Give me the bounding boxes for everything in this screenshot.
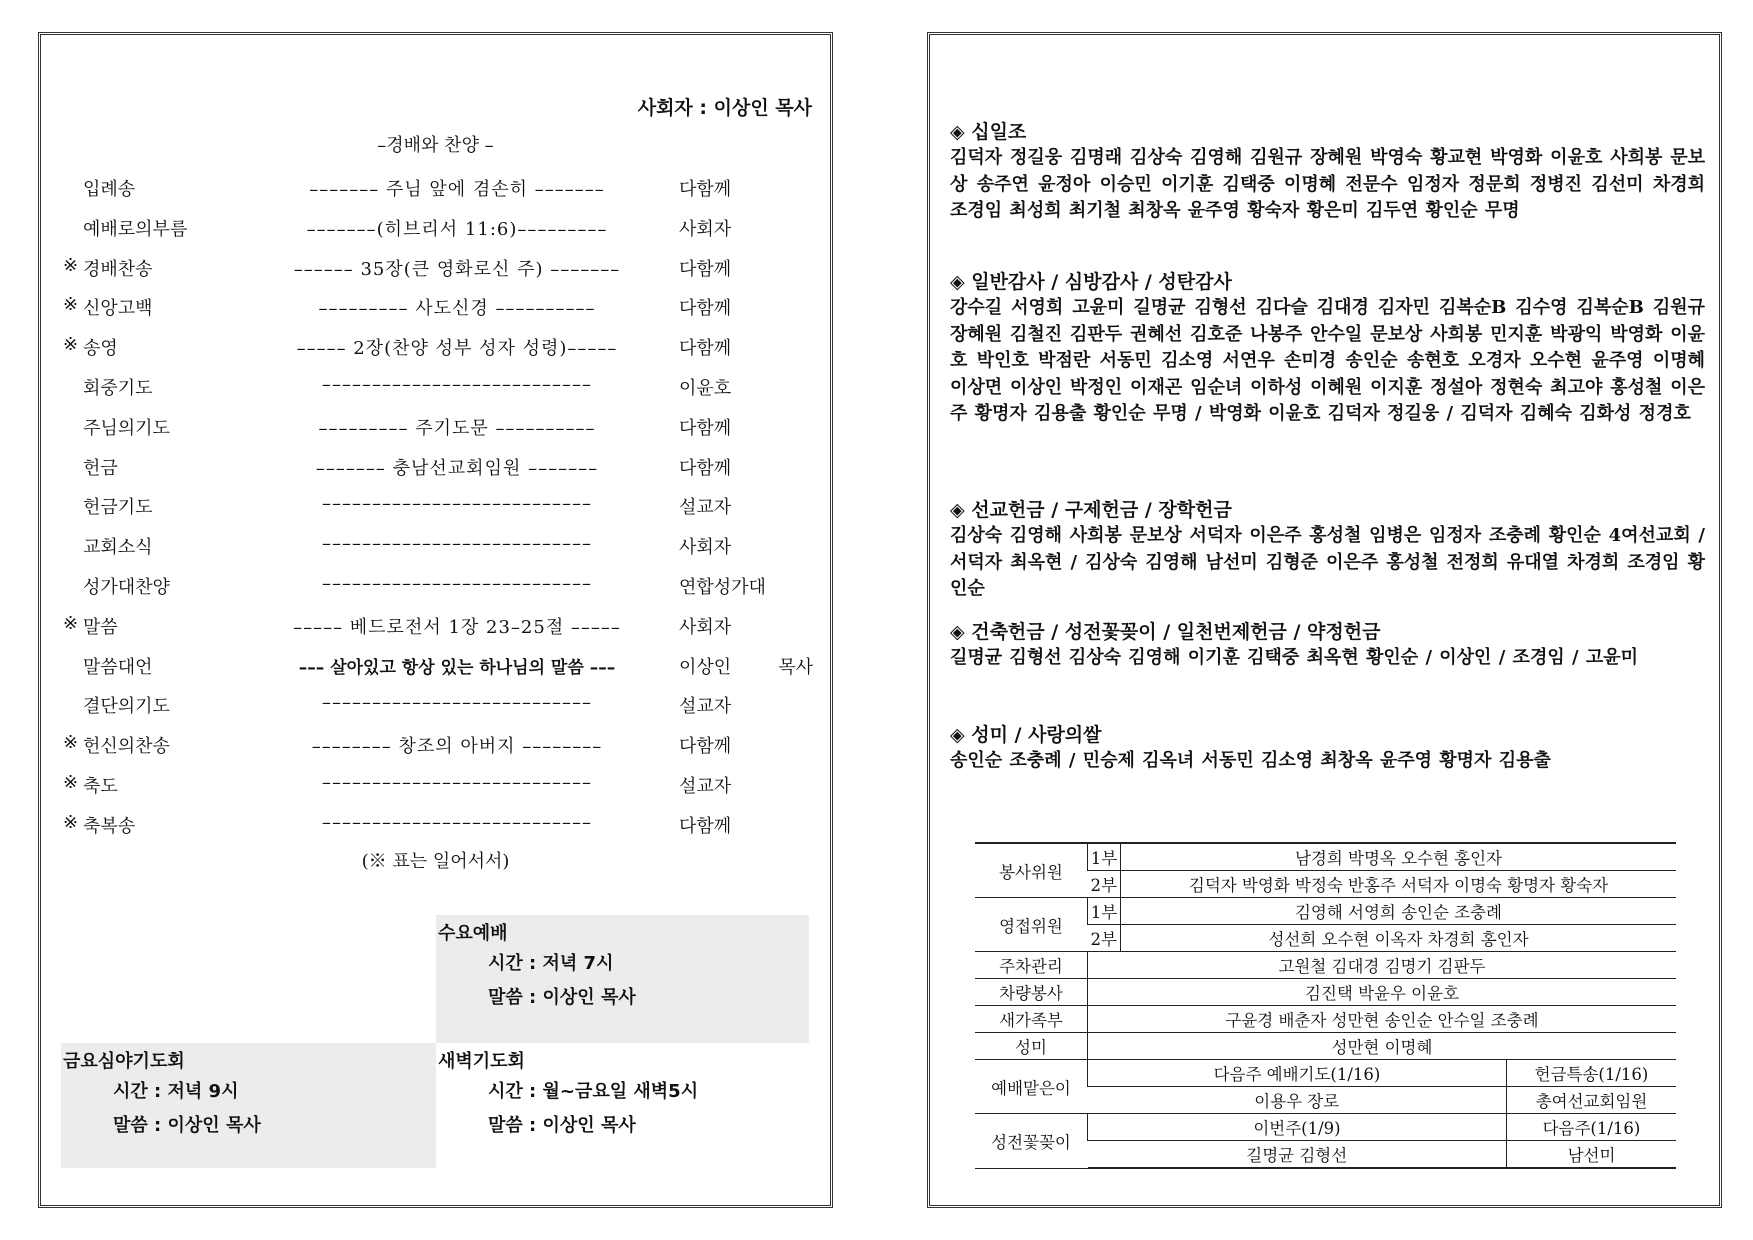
order-leader: 다함께 — [679, 736, 732, 758]
order-leader: 사회자 — [679, 537, 732, 559]
row-value: 고원철 김대경 김명기 김판두 — [1088, 952, 1677, 979]
row-label: 봉사위원 — [975, 843, 1088, 898]
order-leader: 다함께 — [679, 417, 732, 439]
row-value: 김덕자 박영화 박정숙 반홍주 서덕자 이명숙 황명자 황숙자 — [1121, 871, 1677, 898]
order-name: 예배로의부름 — [83, 218, 188, 240]
offering-names: 강수길 서영희 고윤미 길명균 김형선 김다슬 김대경 김자민 김복순B 김수영 김복순B 김원규 장혜원 김철진 김판두 권혜선 김호준 나봉주 안수일 문보상 사희봉 민지훈 박광익 박영화 이윤호 박인호 박점란 서동민 김소영 서연우 손미경 송인순 송현호 오경자 오수현 윤주영 이명혜 이상면 이상인 박정인 이재곤 임순녀 이하성 이혜원 이지훈 정설아 정현숙 최고야 홍성철 이은주 황명자 김용출 황인순 무명 / 박영화 이윤호 김덕자 정길웅 / 김덕자 김혜숙 김화성 정경호 — [950, 297, 1705, 424]
order-mark: ※ — [63, 254, 79, 276]
wednesday-service-box — [436, 915, 809, 1045]
order-row — [63, 804, 813, 844]
order-leader: 다함께 — [679, 338, 732, 360]
table-row — [975, 979, 1676, 1006]
offering-title: ◈ 선교헌금 / 구제헌금 / 장학헌금 — [950, 499, 1232, 521]
table-row — [975, 898, 1676, 925]
worship-order-list — [63, 167, 813, 844]
table-row — [975, 1006, 1676, 1033]
order-content: ––––– 베드로전서 1장 23–25절 ––––– — [293, 616, 621, 638]
order-content: ––––––– 충남선교회임원 ––––––– — [315, 457, 599, 479]
row-value: 김진택 박윤우 이윤호 — [1088, 979, 1677, 1006]
order-content: ––––––––––––––––––––––––––– — [322, 771, 592, 793]
row-label: 영접위원 — [975, 898, 1088, 952]
order-name: 말씀 — [83, 616, 118, 638]
service-roster-table — [975, 842, 1676, 1169]
table-row — [975, 1060, 1676, 1087]
order-mark: ※ — [63, 334, 79, 356]
row-label: 예배맡은이 — [975, 1060, 1088, 1114]
column-header: 헌금특송(1/16) — [1506, 1060, 1676, 1087]
order-mark: ※ — [63, 811, 79, 833]
part-label: 2부 — [1088, 871, 1121, 898]
order-content: ––––––––– 사도신경 –––––––––– — [318, 298, 596, 320]
row-value: 성선희 오수현 이옥자 차경희 홍인자 — [1121, 925, 1677, 952]
order-row — [63, 446, 813, 486]
row-value: 김영해 서영희 송인순 조충례 — [1121, 898, 1677, 925]
dawn-prayer-box — [436, 1043, 809, 1161]
order-row — [63, 645, 813, 685]
friday-prayer-box — [61, 1043, 436, 1168]
offering-names: 김덕자 정길웅 김명래 김상숙 김영해 김원규 장혜원 박영숙 황교현 박영화 이윤호 사희봉 문보상 송주연 윤정아 이승민 이기훈 김택중 이명혜 전문수 임정자 정문희 정병진 김선미 차경희 조경임 최성희 최기철 최창옥 윤주영 황숙자 황은미 김두연 황인순 무명 — [950, 147, 1705, 221]
offering-names: 송인순 조충례 / 민승제 김옥녀 서동민 김소영 최창옥 윤주영 황명자 김용출 — [950, 750, 1551, 771]
order-row — [63, 207, 813, 247]
offering-rice — [950, 723, 1705, 775]
order-content: –––––––(히브리서 11:6)––––––––– — [306, 218, 608, 240]
order-mark: ※ — [63, 294, 79, 316]
order-row — [63, 485, 813, 525]
order-mark: ※ — [63, 732, 79, 754]
order-name: 입례송 — [83, 179, 136, 200]
wednesday-title: 수요예배 — [438, 923, 508, 944]
friday-time: 시간 : 저녁 9시 — [113, 1081, 239, 1102]
order-row — [63, 326, 813, 366]
order-name: 주님의기도 — [83, 417, 170, 439]
worship-order-panel — [38, 32, 833, 1208]
order-row — [63, 565, 813, 605]
order-name: 결단의기도 — [83, 696, 170, 718]
order-content: ––––––––––––––––––––––––––– — [322, 373, 592, 395]
row-value: 길명균 김형선 — [1088, 1141, 1507, 1169]
order-content: –––––– 35장(큰 영화로신 주) ––––––– — [293, 258, 621, 280]
order-leader: 다함께 — [679, 179, 732, 200]
row-value: 이용우 장로 — [1088, 1087, 1507, 1114]
order-row — [63, 724, 813, 764]
order-content: ––– 살아있고 항상 있는 하나님의 말씀 ––– — [298, 657, 616, 678]
order-row — [63, 247, 813, 287]
order-row — [63, 286, 813, 326]
dawn-time: 시간 : 월~금요일 새벽5시 — [488, 1081, 699, 1102]
section-title: –경배와 찬양 – — [377, 135, 494, 156]
order-leader: 다함께 — [679, 298, 732, 320]
column-header: 다음주 예배기도(1/16) — [1088, 1060, 1507, 1087]
offering-title: ◈ 일반감사 / 심방감사 / 성탄감사 — [950, 271, 1232, 293]
part-label: 1부 — [1088, 843, 1121, 871]
order-name: 경배찬송 — [83, 258, 153, 280]
order-leader: 사회자 — [679, 616, 732, 638]
table-row — [975, 1033, 1676, 1060]
friday-preacher: 말씀 : 이상인 목사 — [113, 1115, 261, 1136]
order-content: ––––––––––––––––––––––––––– — [322, 572, 592, 594]
officiant: 사회자 : 이상인 목사 — [637, 97, 812, 119]
order-content: –––––––– 창조의 아버지 –––––––– — [311, 736, 603, 758]
order-row — [63, 764, 813, 804]
wednesday-preacher: 말씀 : 이상인 목사 — [488, 987, 636, 1008]
order-name: 성가대찬양 — [83, 576, 170, 598]
offering-title: ◈ 건축헌금 / 성전꽃꽂이 / 일천번제헌금 / 약정헌금 — [950, 621, 1381, 643]
order-content: ––––– 2장(찬양 성부 성자 성령)––––– — [296, 338, 618, 360]
order-leader: 연합성가대 — [679, 576, 766, 598]
order-row — [63, 605, 813, 645]
table-row — [975, 952, 1676, 979]
row-label: 성미 — [975, 1033, 1088, 1060]
order-content: ––––––– 주님 앞에 겸손히 ––––––– — [309, 179, 605, 200]
order-leader: 다함께 — [679, 457, 732, 479]
order-leader: 설교자 — [679, 497, 732, 519]
wednesday-time: 시간 : 저녁 7시 — [488, 953, 614, 974]
order-content: ––––––––––––––––––––––––––– — [322, 811, 592, 833]
friday-title: 금요심야기도회 — [63, 1051, 185, 1072]
order-name: 축복송 — [83, 815, 136, 837]
row-label: 새가족부 — [975, 1006, 1088, 1033]
offering-tithe — [950, 120, 1705, 225]
part-label: 2부 — [1088, 925, 1121, 952]
order-content: ––––––––––––––––––––––––––– — [322, 493, 592, 515]
standing-note: (※ 표는 일어서서) — [361, 851, 510, 872]
order-name: 말씀대언 — [83, 656, 153, 678]
offering-title: ◈ 십일조 — [950, 121, 1027, 143]
order-row — [63, 525, 813, 565]
order-leader: 설교자 — [679, 696, 732, 718]
table-row — [975, 1114, 1676, 1141]
row-value: 총여선교회임원 — [1506, 1087, 1676, 1114]
order-leader: 설교자 — [679, 775, 732, 797]
order-name: 교회소식 — [83, 537, 153, 559]
part-label: 1부 — [1088, 898, 1121, 925]
offering-thanks — [950, 270, 1705, 428]
order-mark: ※ — [63, 771, 79, 793]
offerings-panel — [927, 32, 1722, 1208]
order-content: ––––––––––––––––––––––––––– — [322, 533, 592, 555]
order-name: 헌금기도 — [83, 497, 153, 519]
order-leader: 다함께 — [679, 258, 732, 280]
order-content: ––––––––– 주기도문 –––––––––– — [318, 417, 596, 439]
column-header: 이번주(1/9) — [1088, 1114, 1507, 1141]
row-label: 차량봉사 — [975, 979, 1088, 1006]
column-header: 다음주(1/16) — [1506, 1114, 1676, 1141]
order-name: 송영 — [83, 338, 118, 360]
order-name: 회중기도 — [83, 377, 153, 399]
order-row — [63, 167, 813, 207]
offering-mission — [950, 498, 1705, 603]
order-mark: ※ — [63, 612, 79, 634]
order-content: ––––––––––––––––––––––––––– — [322, 692, 592, 714]
row-label: 주차관리 — [975, 952, 1088, 979]
offering-names: 길명균 김형선 김상숙 김영해 이기훈 김택중 최옥현 황인순 / 이상인 / 조경임 / 고윤미 — [950, 647, 1638, 668]
order-leader: 이윤호 — [679, 377, 732, 399]
order-name: 축도 — [83, 775, 118, 797]
table-row — [975, 843, 1676, 871]
row-value: 구윤경 배춘자 성만현 송인순 안수일 조충례 — [1088, 1006, 1677, 1033]
order-name: 신앙고백 — [83, 298, 153, 320]
order-name: 헌금 — [83, 457, 118, 479]
offering-title: ◈ 성미 / 사랑의쌀 — [950, 724, 1102, 746]
dawn-title: 새벽기도회 — [438, 1051, 525, 1072]
row-label: 성전꽃꽂이 — [975, 1114, 1088, 1169]
order-row — [63, 406, 813, 446]
order-row — [63, 366, 813, 406]
row-value: 남선미 — [1506, 1141, 1676, 1169]
offering-building — [950, 620, 1705, 672]
order-leader: 이상인 목사 — [679, 656, 813, 678]
order-leader: 사회자 — [679, 218, 732, 240]
order-leader: 다함께 — [679, 815, 732, 837]
order-name: 헌신의찬송 — [83, 736, 170, 758]
row-value: 성만현 이명혜 — [1088, 1033, 1677, 1060]
row-value: 남경희 박명옥 오수현 홍인자 — [1121, 843, 1677, 871]
order-row — [63, 684, 813, 724]
dawn-preacher: 말씀 : 이상인 목사 — [488, 1115, 636, 1136]
offering-names: 김상숙 김영해 사희봉 문보상 서덕자 이은주 홍성철 임병은 임정자 조충례 황인순 4여선교회 / 서덕자 최옥현 / 김상숙 김영해 남선미 김형준 이은주 홍성철 전정희 유대열 차경희 조경임 황인순 — [950, 525, 1705, 599]
